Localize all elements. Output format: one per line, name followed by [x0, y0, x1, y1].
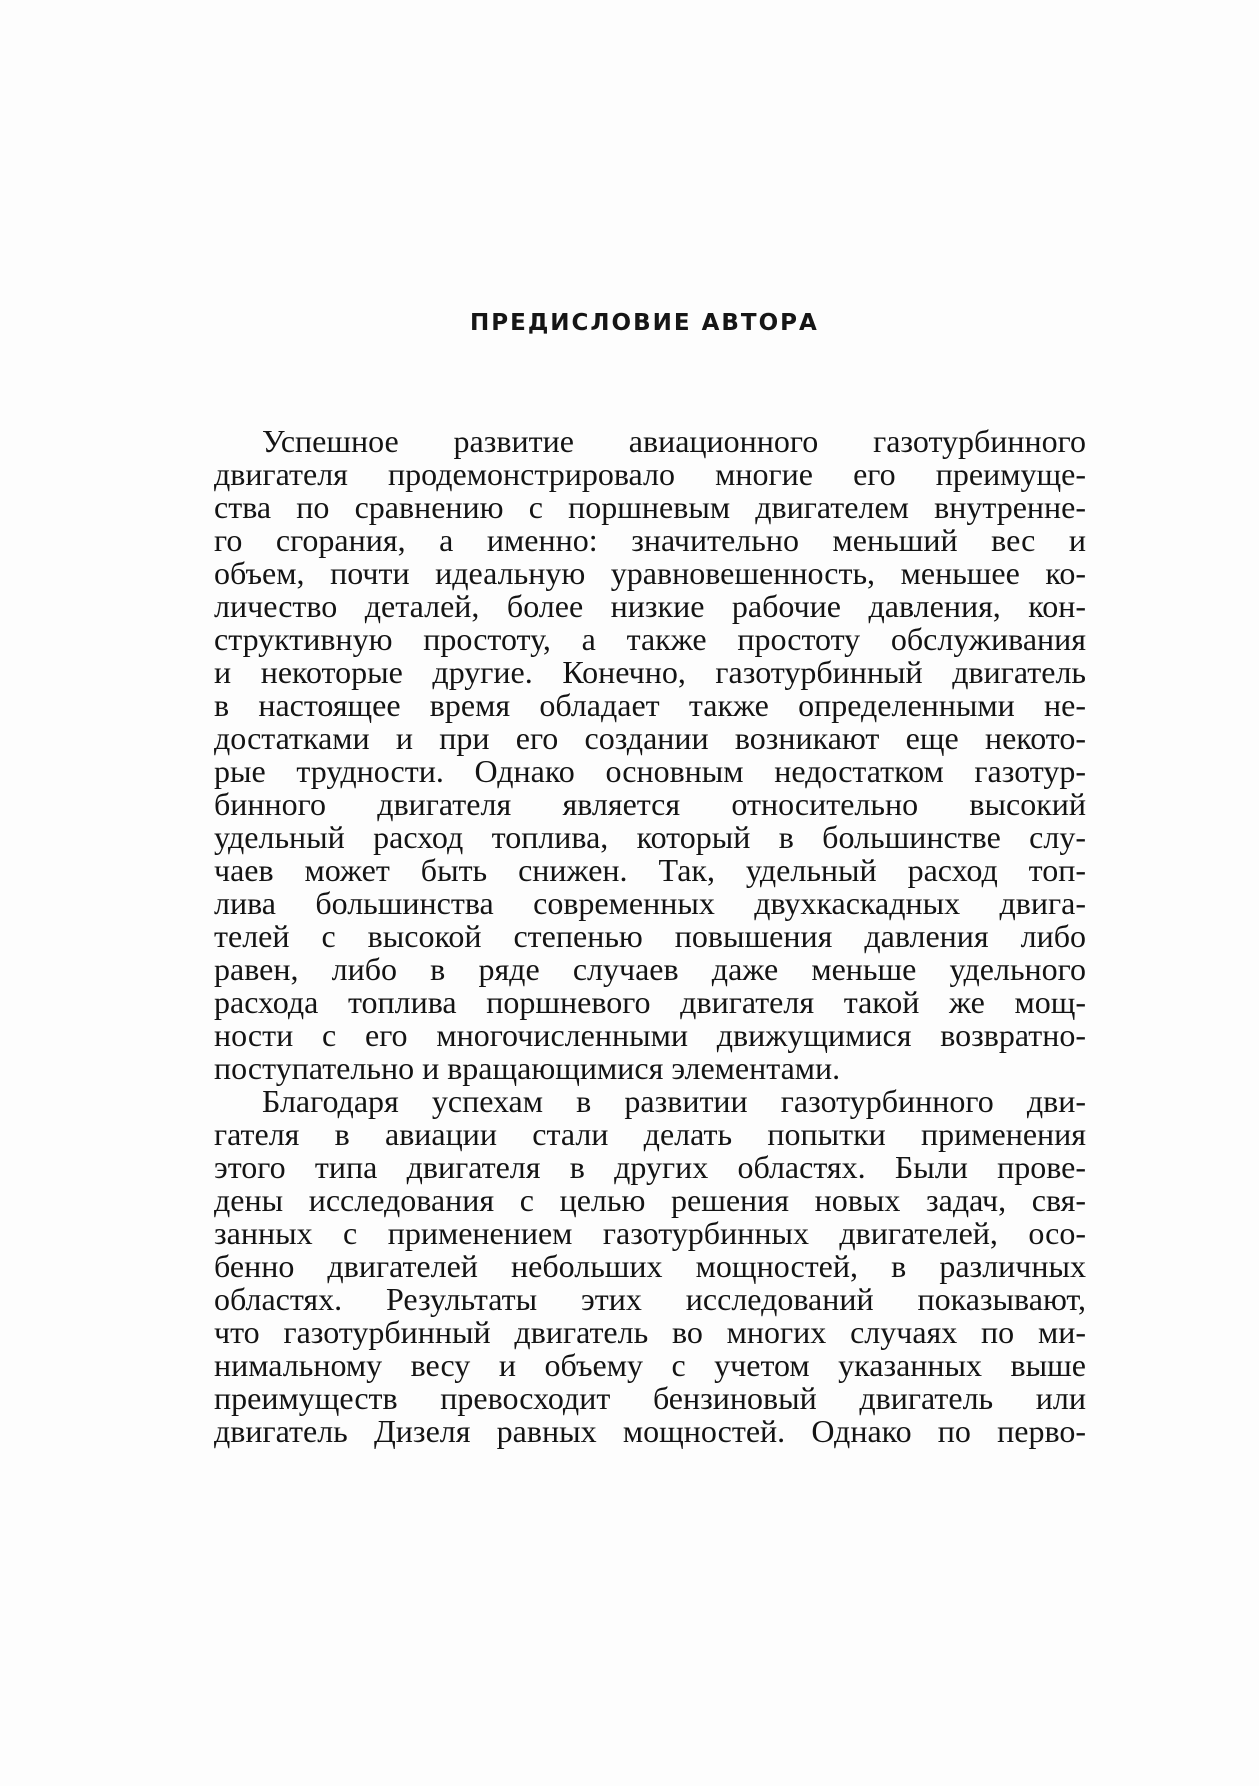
- text-line: ства по сравнению с поршневым двигателем внутренне-: [214, 489, 1086, 525]
- text-line: бенно двигателей небольших мощностей, в различных: [214, 1248, 1086, 1284]
- text-line: го сгорания, а именно: значительно меньший вес и: [214, 522, 1086, 558]
- text-line: в настоящее время обладает также определенными не-: [214, 687, 1086, 723]
- text-line: Успешное развитие авиационного газотурбинного: [262, 423, 1086, 459]
- text-line: что газотурбинный двигатель во многих случаях по ми-: [214, 1314, 1086, 1350]
- text-line: этого типа двигателя в других областях. Были прове-: [214, 1149, 1086, 1185]
- text-line: равен, либо в ряде случаев даже меньше удельного: [214, 951, 1086, 987]
- text-line: и некоторые другие. Конечно, газотурбинный двигатель: [214, 654, 1086, 690]
- text-line: лива большинства современных двухкаскадных двига-: [214, 885, 1086, 921]
- text-line: расхода топлива поршневого двигателя такой же мощ-: [214, 984, 1086, 1020]
- text-line: личество деталей, более низкие рабочие давления, кон-: [214, 588, 1086, 624]
- text-line: телей с высокой степенью повышения давления либо: [214, 918, 1086, 954]
- text-line: дены исследования с целью решения новых задач, свя-: [214, 1182, 1086, 1218]
- text-line: бинного двигателя является относительно высокий: [214, 786, 1086, 822]
- text-line: ности с его многочисленными движущимися возвратно-: [214, 1017, 1086, 1053]
- text-line: занных с применением газотурбинных двигателей, осо-: [214, 1215, 1086, 1251]
- text-line: преимуществ превосходит бензиновый двигатель или: [214, 1380, 1086, 1416]
- text-line: областях. Результаты этих исследований показывают,: [214, 1281, 1086, 1317]
- text-line: удельный расход топлива, который в большинстве слу-: [214, 819, 1086, 855]
- text-line: двигателя продемонстрировало многие его преимуще-: [214, 456, 1086, 492]
- text-line: нимальному весу и объему с учетом указанных выше: [214, 1347, 1086, 1383]
- text-line: двигатель Дизеля равных мощностей. Однако по перво-: [214, 1413, 1086, 1449]
- page-title: ПРЕДИСЛОВИЕ АВТОРА: [470, 310, 819, 336]
- text-line: гателя в авиации стали делать попытки применения: [214, 1116, 1086, 1152]
- text-line: структивную простоту, а также простоту обслуживания: [214, 621, 1086, 657]
- text-line: рые трудности. Однако основным недостатком газотур-: [214, 753, 1086, 789]
- text-line: Благодаря успехам в развитии газотурбинного дви-: [262, 1083, 1086, 1119]
- text-line: объем, почти идеальную уравновешенность, меньшее ко-: [214, 555, 1086, 591]
- text-line: чаев может быть снижен. Так, удельный расход топ-: [214, 852, 1086, 888]
- text-line: поступательно и вращающимися элементами.: [214, 1050, 841, 1086]
- text-line: достатками и при его создании возникают еще некото-: [214, 720, 1086, 756]
